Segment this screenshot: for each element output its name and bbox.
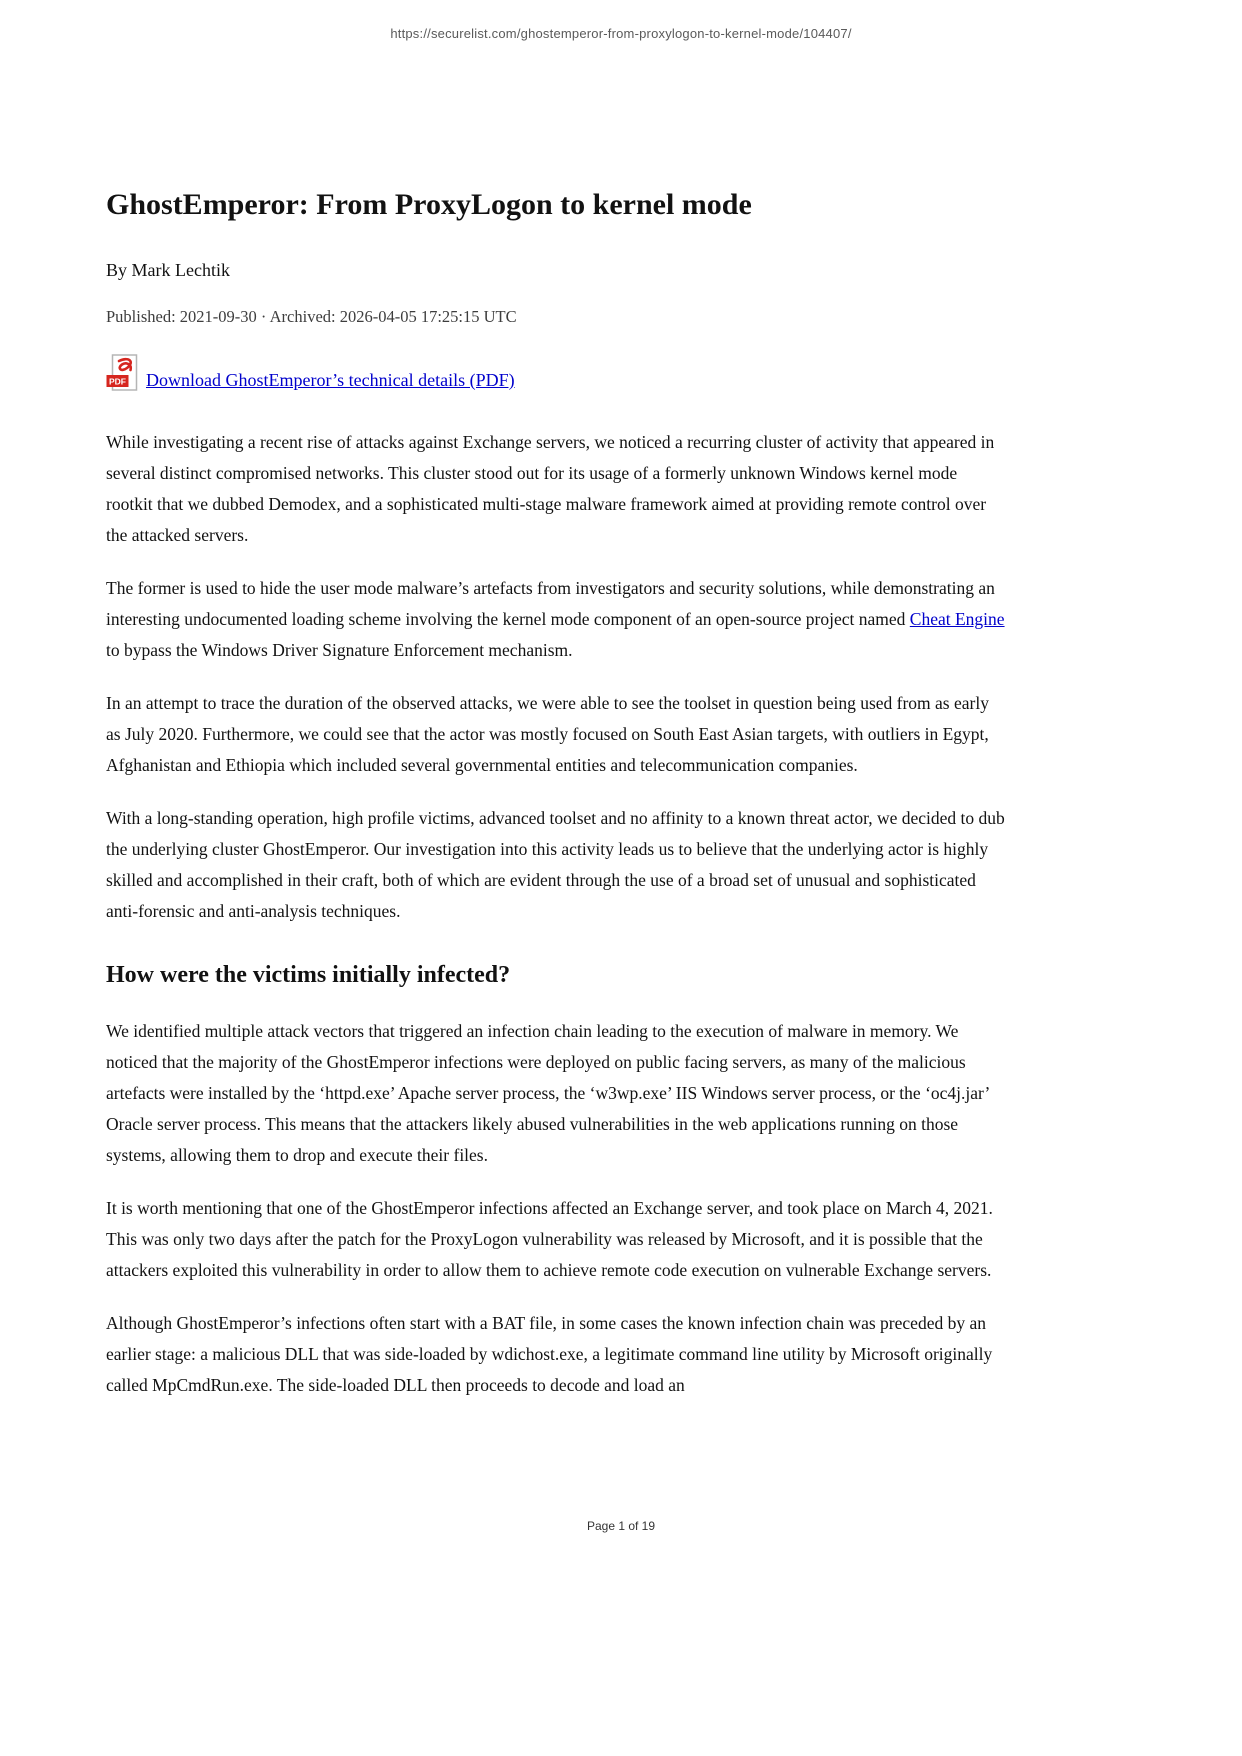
pdf-icon-label: PDF	[109, 376, 126, 387]
paragraph-text: to bypass the Windows Driver Signature Enforcement mechanism.	[106, 640, 573, 660]
article-content	[106, 0, 1006, 1401]
article-title: GhostEmperor: From ProxyLogon to kernel mode	[106, 188, 752, 221]
section-heading-infected: How were the victims initially infected?	[106, 962, 511, 988]
paragraph-intro-3: In an attempt to trace the duration of the observed attacks, we were able to see the toolset in question being used from as early as July 2020. Furthermore, we could see that the actor was mostly focused on South East Asian targets, with outliers in Egypt, Afghanistan and Ethiopia which included several governmental entities and telecommunication companies.	[106, 693, 989, 775]
paragraph-infected-3: Although GhostEmperor’s infections often start with a BAT file, in some cases the known infection chain was preceded by an earlier stage: a malicious DLL that was side-loaded by wdichost.exe, a legitimate command line utility by Microsoft originally called MpCmdRun.exe. The side-loaded DLL then proceeds to decode and load an	[106, 1313, 993, 1395]
pdf-file-icon	[106, 354, 138, 392]
paragraph-infected-2: It is worth mentioning that one of the GhostEmperor infections affected an Exchange server, and took place on March 4, 2021. This was only two days after the patch for the ProxyLogon vulnerability was released by Microsoft, and it is possible that the attackers exploited this vulnerability in order to allow them to achieve remote code execution on vulnerable Exchange servers.	[106, 1198, 993, 1280]
paragraph-intro-4: With a long-standing operation, high profile victims, advanced toolset and no affinity to a known threat actor, we decided to dub the underlying cluster GhostEmperor. Our investigation into this activity leads us to believe that the underlying actor is highly skilled and accomplished in their craft, both of which are evident through the use of a broad set of unusual and sophisticated anti-forensic and anti-analysis techniques.	[106, 808, 1005, 921]
paragraph-intro-1: While investigating a recent rise of attacks against Exchange servers, we noticed a recurring cluster of activity that appeared in several distinct compromised networks. This cluster stood out for its usage of a formerly unknown Windows kernel mode rootkit that we dubbed Demodex, and a sophisticated multi-stage malware framework aimed at providing remote control over the attacked servers.	[106, 432, 995, 545]
paragraph-text: The former is used to hide the user mode malware’s artefacts from investigators and security solutions, while demonstrating an interesting undocumented loading scheme involving the kernel mode component of an open-source project named	[106, 578, 995, 629]
page-number: Page 1 of 19	[586, 1519, 656, 1533]
paragraph-intro-2	[106, 573, 1006, 666]
page-url: https://securelist.com/ghostemperor-from-proxylogon-to-kernel-mode/104407/	[390, 26, 852, 41]
article-meta: Published: 2021-09-30 · Archived: 2026-04-05 17:25:15 UTC	[106, 307, 517, 326]
paragraph-infected-1: We identified multiple attack vectors that triggered an infection chain leading to the execution of malware in memory. We noticed that the majority of the GhostEmperor infections were deployed on public facing servers, as many of the malicious artefacts were installed by the ‘httpd.exe’ Apache server process, the ‘w3wp.exe’ IIS Windows server process, or the ‘oc4j.jar’ Oracle server process. This means that the attackers likely abused vulnerabilities in the web applications running on those systems, allowing them to drop and execute their files.	[106, 1021, 990, 1165]
pdf-download-row	[106, 354, 1006, 397]
pdf-download-link[interactable]	[106, 354, 515, 392]
print-footer	[0, 1519, 1242, 1533]
cheat-engine-link[interactable]: Cheat Engine	[909, 609, 1005, 629]
pdf-link-label: Download GhostEmperor’s technical details (PDF)	[146, 370, 515, 390]
article-byline: By Mark Lechtik	[106, 260, 230, 280]
